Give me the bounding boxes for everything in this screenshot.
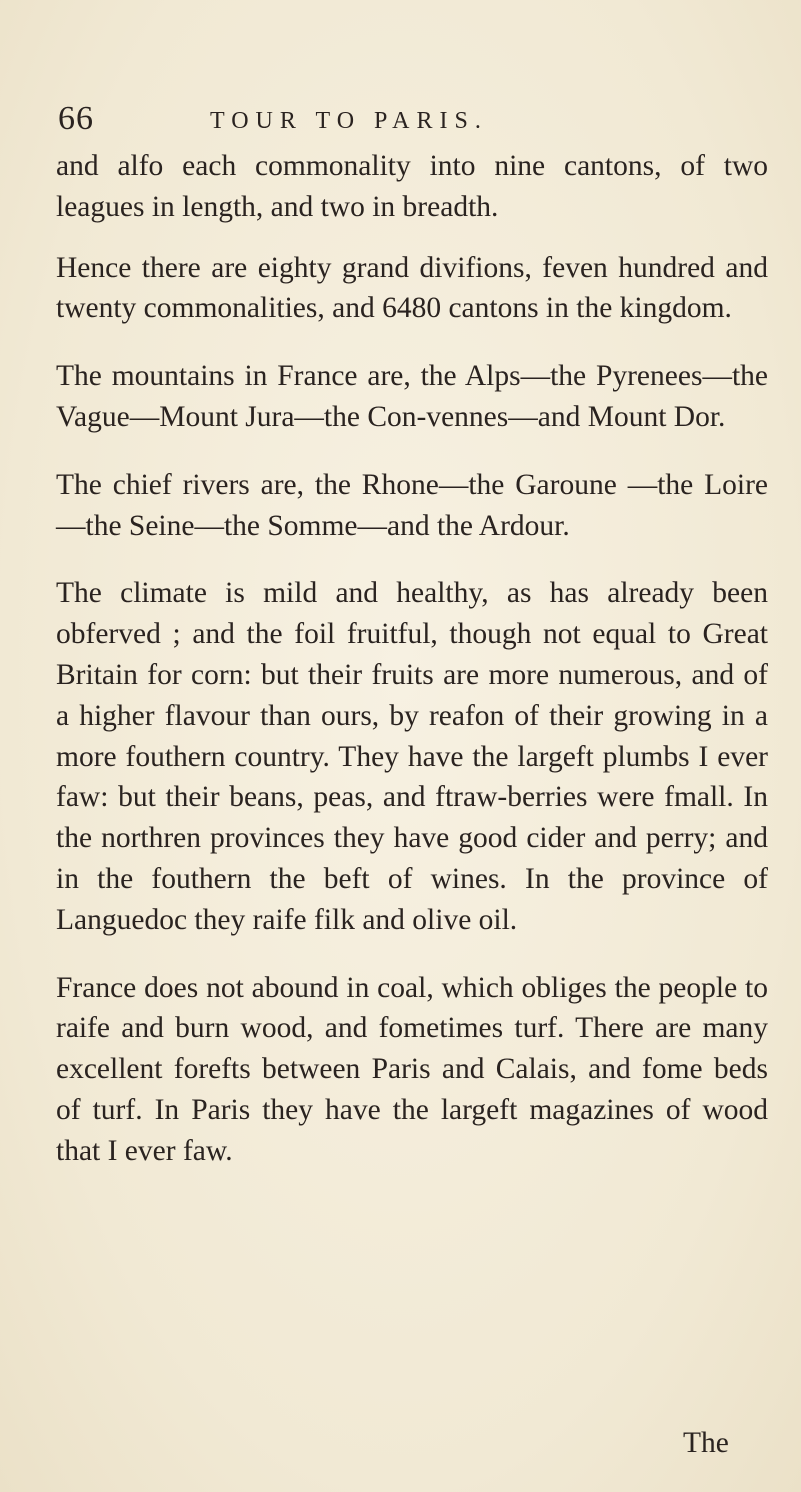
running-head [58, 100, 758, 140]
page-number: 66 [58, 100, 94, 137]
paragraph-divisions: Hence there are eighty grand divifions, feven hundred and twenty commonalities, and 6480 cantons in the kingdom. [56, 251, 768, 325]
paragraph-climate: The climate is mild and healthy, as has already been obferved ; and the foil fruitful, though not equal to Great Britain for corn: but their fruits are more numerous, and of a higher flavour than ours, by reafon of their growing in a more fouthern country. They have the largeft plumbs I ever faw: but their beans, peas, and ftraw-berries were fmall. In the northren provinces they have good cider and perry; and in the fouthern the beft of wines. In the province of Languedoc they raife filk and olive oil. [56, 577, 768, 936]
paragraph-rivers: The chief rivers are, the Rhone—the Garoune —the Loire—the Seine—the Somme—and the Ardour. [56, 468, 768, 542]
paragraph-mountains: The mountains in France are, the Alps—the Pyrenees—the Vague—Mount Jura—the Con-vennes—and Mount Dor. [56, 360, 768, 433]
paragraph-continued: and alfo each commonality into nine cantons, of two leagues in length, and two in breadth. [56, 150, 768, 223]
catchword: The [683, 1427, 729, 1459]
body-text [56, 146, 768, 1199]
running-title: TOUR TO PARIS. [210, 108, 488, 134]
paragraph-fuel: France does not abound in coal, which obliges the people to raife and burn wood, and fometimes turf. There are many excellent forefts between Paris and Calais, and fome beds of turf. In Paris they have the largeft magazines of wood that I ever faw. [56, 971, 768, 1167]
